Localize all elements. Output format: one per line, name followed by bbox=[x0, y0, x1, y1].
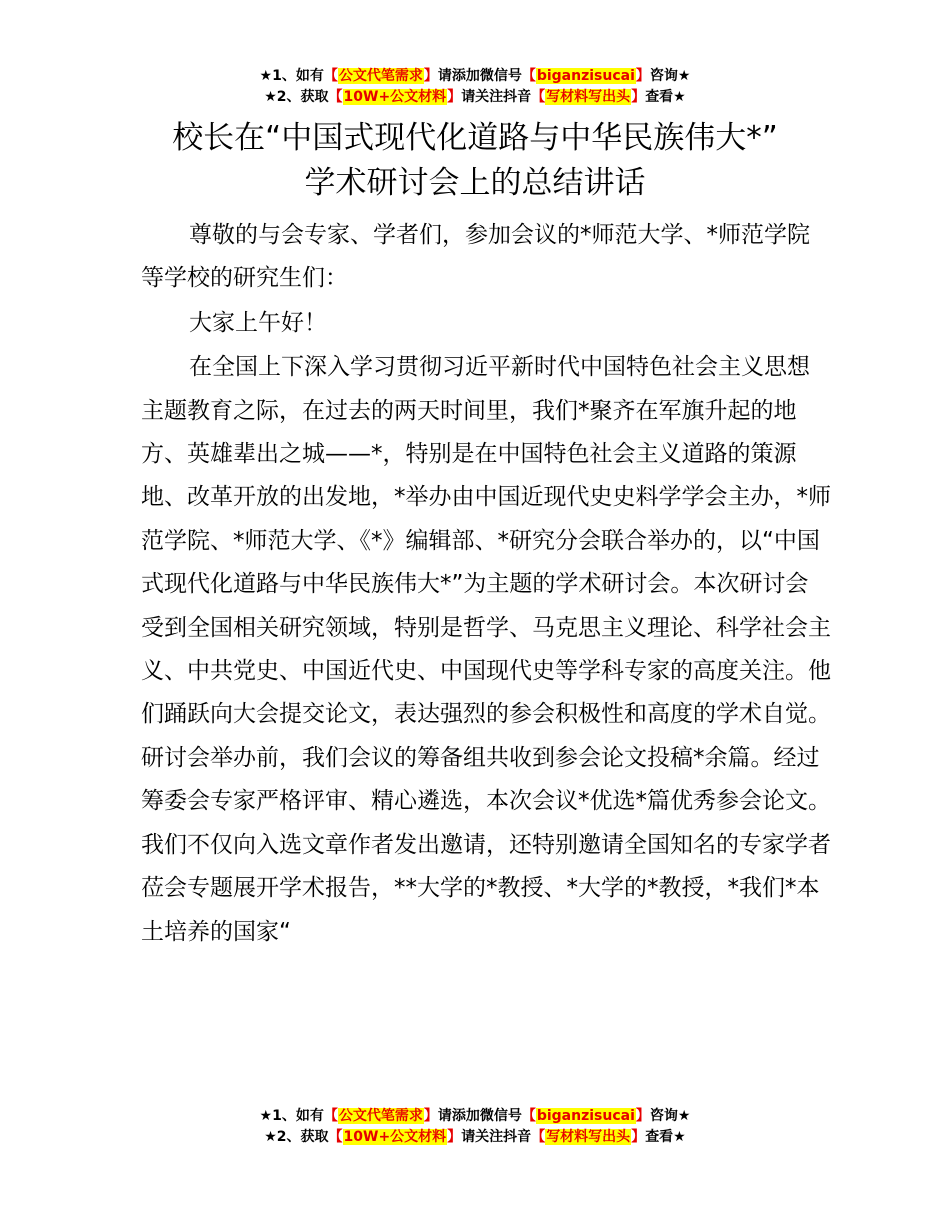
footer-banner bbox=[0, 1106, 950, 1148]
bracket: 【 bbox=[323, 1108, 338, 1124]
highlight-douyin: 写材料写出头 bbox=[546, 89, 631, 105]
bracket: 】 bbox=[631, 89, 646, 105]
bracket: 】 bbox=[423, 68, 438, 84]
banner-line-1 bbox=[0, 1106, 950, 1127]
bracket: 【 bbox=[323, 68, 338, 84]
bracket: 【 bbox=[531, 89, 546, 105]
highlight-service: 公文代笔需求 bbox=[338, 68, 423, 84]
header-banner bbox=[0, 66, 950, 108]
banner-text: 查看★ bbox=[645, 1129, 686, 1145]
banner-text: ★2、获取 bbox=[264, 1129, 329, 1145]
bracket: 】 bbox=[423, 1108, 438, 1124]
bracket: 【 bbox=[531, 1129, 546, 1145]
banner-text: ★1、如有 bbox=[259, 68, 324, 84]
bracket: 】 bbox=[631, 1129, 646, 1145]
document-body bbox=[141, 214, 831, 954]
bracket: 【 bbox=[521, 68, 536, 84]
highlight-wechat-id: biganzisucai bbox=[536, 1108, 635, 1124]
banner-text: 请添加微信号 bbox=[437, 68, 522, 84]
bracket: 【 bbox=[521, 1108, 536, 1124]
paragraph-salutation: 尊敬的与会专家、学者们，参加会议的*师范大学、*师范学院等学校的研究生们： bbox=[141, 222, 810, 292]
banner-text: 请关注抖音 bbox=[461, 89, 532, 105]
banner-line-1 bbox=[0, 66, 950, 87]
highlight-service: 公文代笔需求 bbox=[338, 1108, 423, 1124]
banner-text: 查看★ bbox=[645, 89, 686, 105]
bracket: 【 bbox=[328, 89, 343, 105]
bracket: 】 bbox=[447, 89, 462, 105]
highlight-wechat-id: biganzisucai bbox=[536, 68, 635, 84]
banner-text: 请添加微信号 bbox=[437, 1108, 522, 1124]
banner-text: ★2、获取 bbox=[264, 89, 329, 105]
paragraph-greeting: 大家上午好！ bbox=[189, 309, 327, 336]
banner-line-2 bbox=[0, 87, 950, 108]
title-line-1: 校长在“中国式现代化道路与中华民族伟大*” bbox=[172, 120, 778, 156]
bracket: 】 bbox=[447, 1129, 462, 1145]
banner-text: 请关注抖音 bbox=[461, 1129, 532, 1145]
document-title bbox=[0, 116, 950, 206]
banner-text: ★1、如有 bbox=[259, 1108, 324, 1124]
bracket: 】 bbox=[635, 1108, 650, 1124]
bracket: 】 bbox=[635, 68, 650, 84]
banner-text: 咨询★ bbox=[649, 1108, 691, 1124]
highlight-materials: 10W+公文材料 bbox=[343, 89, 447, 105]
banner-line-2 bbox=[0, 1127, 950, 1148]
banner-text: 咨询★ bbox=[649, 68, 691, 84]
highlight-douyin: 写材料写出头 bbox=[546, 1129, 631, 1145]
title-line-2: 学术研讨会上的总结讲话 bbox=[304, 165, 646, 201]
paragraph-main: 在全国上下深入学习贯彻习近平新时代中国特色社会主义思想主题教育之际，在过去的两天时间里，我们*聚齐在军旗升起的地方、英雄辈出之城——*，特别是在中国特色社会主义道路的策源地、改革开放的出发地，*举办由中国近现代史史料学学会主办，*师范学院、*师范大学、《*》编辑部、*研究分会联合举办的，以“中国式现代化道路与中华民族伟大*”为主题的学术研讨会。本次研讨会受到全国相关研究领域，特别是哲学、马克思主义理论、科学社会主义、中共党史、中国近代史、中国现代史等学科专家的高度关注。他们踊跃向大会提交论文，表达强烈的参会积极性和高度的学术自觉。研讨会举办前，我们会议的筹备组共收到参会论文投稿*余篇。经过筹委会专家严格评审、精心遴选，本次会议*优选*篇优秀参会论文。我们不仅向入选文章作者发出邀请，还特别邀请全国知名的专家学者莅会专题展开学术报告，**大学的*教授、*大学的*教授，*我们*本土培养的国家“ bbox=[141, 354, 831, 945]
bracket: 【 bbox=[328, 1129, 343, 1145]
highlight-materials: 10W+公文材料 bbox=[343, 1129, 447, 1145]
